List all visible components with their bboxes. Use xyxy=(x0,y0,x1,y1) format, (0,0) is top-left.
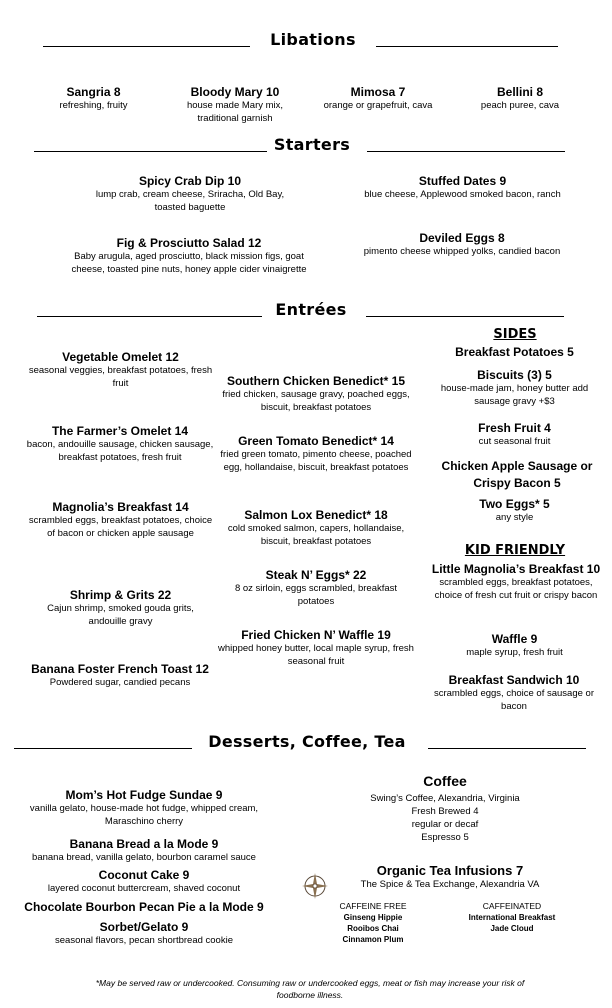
side-biscuits xyxy=(432,368,597,408)
item-desc: fried chicken, sausage gravy, poached eggs, biscuit, breakfast potatoes xyxy=(222,389,410,413)
item-desc: Cajun shrimp, smoked gouda grits, andouille gravy xyxy=(47,603,194,627)
item-desc: peach puree, cava xyxy=(480,100,560,111)
item-name: Spicy Crab Dip 10 xyxy=(138,174,242,188)
dessert-sorbet-gelato xyxy=(6,920,282,947)
tea-item: International Breakfast xyxy=(468,913,556,922)
item-desc: Baby arugula, aged prosciutto, black mission figs, goat cheese, toasted pine nuts, honey apple cider vinaigrette xyxy=(71,251,307,275)
item-desc: cold smoked salmon, capers, hollandaise, biscuit, breakfast potatoes xyxy=(227,523,405,547)
dessert-hot-fudge-sundae xyxy=(6,788,282,828)
menu-item-southern-chicken-benedict xyxy=(220,374,412,414)
tea-item: Cinnamon Plum xyxy=(342,935,404,944)
starters-rule-right xyxy=(367,151,565,152)
item-desc: orange or grapefruit, cava xyxy=(323,100,433,111)
item-desc: pimento cheese whipped yolks, candied bacon xyxy=(363,246,561,257)
dessert-coconut-cake xyxy=(6,868,282,895)
libations-rule-right xyxy=(376,46,558,47)
kid-item-little-magnolias-breakfast xyxy=(426,562,606,602)
side-fresh-fruit xyxy=(432,421,597,448)
menu-item-sangria xyxy=(36,85,151,112)
item-name: Fresh Fruit 4 xyxy=(478,421,551,435)
item-desc: 8 oz sirloin, eggs scrambled, breakfast potatoes xyxy=(234,583,398,607)
item-name: Fig & Prosciutto Salad 12 xyxy=(116,236,262,250)
desserts-heading: Desserts, Coffee, Tea xyxy=(208,732,406,751)
item-name: Mimosa 7 xyxy=(350,85,406,99)
item-name: Fried Chicken N’ Waffle 19 xyxy=(241,628,391,642)
item-desc: any style xyxy=(495,512,534,523)
menu-item-bloody-mary xyxy=(168,85,302,125)
item-desc: lump crab, cream cheese, Sriracha, Old Bay, toasted baguette xyxy=(95,189,285,213)
desserts-rule-left xyxy=(14,748,192,749)
menu-item-fig-prosciutto-salad xyxy=(64,236,314,276)
item-name: Little Magnolia’s Breakfast 10 xyxy=(431,562,601,576)
item-desc: vanilla gelato, house-made hot fudge, whipped cream, Maraschino cherry xyxy=(29,803,259,827)
tea-block xyxy=(330,863,570,891)
dessert-banana-bread xyxy=(6,837,282,864)
coffee-source: Swing’s Coffee, Alexandria, Virginia xyxy=(370,793,520,804)
coffee-espresso: Espresso 5 xyxy=(421,832,469,843)
menu-item-farmers-omelet xyxy=(20,424,220,464)
item-name: Shrimp & Grits 22 xyxy=(69,588,172,602)
starters-rule-left xyxy=(34,151,267,152)
item-name: Breakfast Potatoes 5 xyxy=(455,345,574,359)
menu-item-shrimp-grits xyxy=(28,588,213,628)
tea-caffeine-free-label: CAFFEINE FREE xyxy=(339,901,407,911)
item-desc: house made Mary mix, traditional garnish xyxy=(186,100,284,124)
item-name: Steak N’ Eggs* 22 xyxy=(265,568,367,582)
item-name: Chocolate Bourbon Pecan Pie a la Mode 9 xyxy=(24,900,264,914)
item-desc: refreshing, fruity xyxy=(59,100,128,111)
item-name: Banana Foster French Toast 12 xyxy=(31,662,209,676)
libations-heading: Libations xyxy=(270,30,356,49)
menu-item-steak-n-eggs xyxy=(218,568,414,608)
item-desc: banana bread, vanilla gelato, bourbon caramel sauce xyxy=(32,852,256,863)
starters-heading: Starters xyxy=(273,135,351,154)
item-name: Deviled Eggs 8 xyxy=(419,231,505,245)
item-desc: Powdered sugar, candied pecans xyxy=(49,677,191,688)
item-name: Magnolia’s Breakfast 14 xyxy=(52,500,189,514)
item-name: Salmon Lox Benedict* 18 xyxy=(244,508,388,522)
coffee-title: Coffee xyxy=(423,773,467,789)
tea-caffeine-free xyxy=(318,901,428,945)
side-breakfast-potatoes xyxy=(432,345,597,359)
tea-item: Rooibos Chai xyxy=(347,924,399,933)
side-two-eggs xyxy=(432,497,597,524)
item-desc: scrambled eggs, choice of sausage or bacon xyxy=(433,688,594,712)
side-chicken-apple-sausage-or-bacon xyxy=(432,458,602,492)
coffee-block xyxy=(335,773,555,844)
item-name: Biscuits (3) 5 xyxy=(477,368,552,382)
item-desc: bacon, andouille sausage, chicken sausage, breakfast potatoes, fresh fruit xyxy=(26,439,214,463)
tea-caffeinated xyxy=(452,901,572,934)
sides-heading: SIDES xyxy=(493,327,537,342)
entrees-rule-left xyxy=(37,316,262,317)
kid-item-waffle xyxy=(432,632,597,659)
tea-item: Jade Cloud xyxy=(490,924,534,933)
item-desc: seasonal flavors, pecan shortbread cookie xyxy=(55,935,233,946)
item-name: Stuffed Dates 9 xyxy=(418,174,507,188)
item-name: Southern Chicken Benedict* 15 xyxy=(226,374,406,388)
menu-item-magnolias-breakfast xyxy=(28,500,213,540)
kid-friendly-heading: KID FRIENDLY xyxy=(464,543,566,558)
item-desc: house-made jam, honey butter add sausage gravy +$3 xyxy=(440,383,589,407)
item-desc: maple syrup, fresh fruit xyxy=(466,647,563,658)
item-desc: fried green tomato, pimento cheese, poached egg, hollandaise, biscuit, breakfast potatoes xyxy=(220,449,412,473)
menu-item-deviled-eggs xyxy=(328,231,596,258)
item-name: Breakfast Sandwich 10 xyxy=(448,673,580,687)
tea-source: The Spice & Tea Exchange, Alexandria VA xyxy=(360,879,540,890)
item-name: Bloody Mary 10 xyxy=(190,85,280,99)
item-desc: seasonal veggies, breakfast potatoes, fresh fruit xyxy=(28,365,213,389)
tea-caffeinated-label: CAFFEINATED xyxy=(482,901,542,911)
item-desc: whipped honey butter, local maple syrup, fresh seasonal fruit xyxy=(218,643,414,667)
item-name: Coconut Cake 9 xyxy=(98,868,190,882)
item-name: Sangria 8 xyxy=(66,85,121,99)
tea-title: Organic Tea Infusions 7 xyxy=(376,863,524,878)
tea-item: Ginseng Hippie xyxy=(343,913,403,922)
menu-item-green-tomato-benedict xyxy=(220,434,412,474)
item-name: Bellini 8 xyxy=(496,85,543,99)
menu-item-banana-foster-french-toast xyxy=(24,662,216,689)
menu-item-vegetable-omelet xyxy=(28,350,213,390)
item-name: Vegetable Omelet 12 xyxy=(62,350,179,364)
item-name: Green Tomato Benedict* 14 xyxy=(238,434,394,448)
item-name: Sorbet/Gelato 9 xyxy=(99,920,189,934)
item-name: Waffle 9 xyxy=(491,632,538,646)
item-desc: scrambled eggs, breakfast potatoes, choice of fresh cut fruit or crispy bacon xyxy=(434,577,598,601)
dessert-pecan-pie xyxy=(6,900,282,914)
entrees-rule-right xyxy=(366,316,564,317)
desserts-rule-right xyxy=(428,748,586,749)
item-name: Two Eggs* 5 xyxy=(479,497,550,511)
menu-item-mimosa xyxy=(318,85,438,112)
item-desc: cut seasonal fruit xyxy=(478,436,551,447)
menu-item-spicy-crab-dip xyxy=(80,174,300,214)
entrees-heading: Entrées xyxy=(275,300,347,319)
kid-item-breakfast-sandwich xyxy=(426,673,602,713)
item-name: Chicken Apple Sausage or Crispy Bacon 5 xyxy=(441,459,593,490)
coffee-options: regular or decaf xyxy=(411,819,479,830)
libations-rule-left xyxy=(43,46,250,47)
foodborne-illness-disclaimer: *May be served raw or undercooked. Consuming raw or undercooked eggs, meat or fish may increase your risk of foodborne illness. xyxy=(95,978,525,1000)
spice-tea-logo xyxy=(300,871,330,901)
item-desc: blue cheese, Applewood smoked bacon, ranch xyxy=(364,189,561,200)
item-name: Banana Bread a la Mode 9 xyxy=(69,837,219,851)
menu-item-stuffed-dates xyxy=(330,174,595,201)
menu-item-bellini xyxy=(460,85,580,112)
menu-item-fried-chicken-waffle xyxy=(212,628,420,668)
item-desc: layered coconut buttercream, shaved coconut xyxy=(47,883,241,894)
item-desc: scrambled eggs, breakfast potatoes, choice of bacon or chicken apple sausage xyxy=(28,515,213,539)
item-name: The Farmer’s Omelet 14 xyxy=(51,424,189,438)
item-name: Mom’s Hot Fudge Sundae 9 xyxy=(65,788,223,802)
coffee-fresh-brewed: Fresh Brewed 4 xyxy=(411,806,479,817)
menu-item-salmon-lox-benedict xyxy=(212,508,420,548)
